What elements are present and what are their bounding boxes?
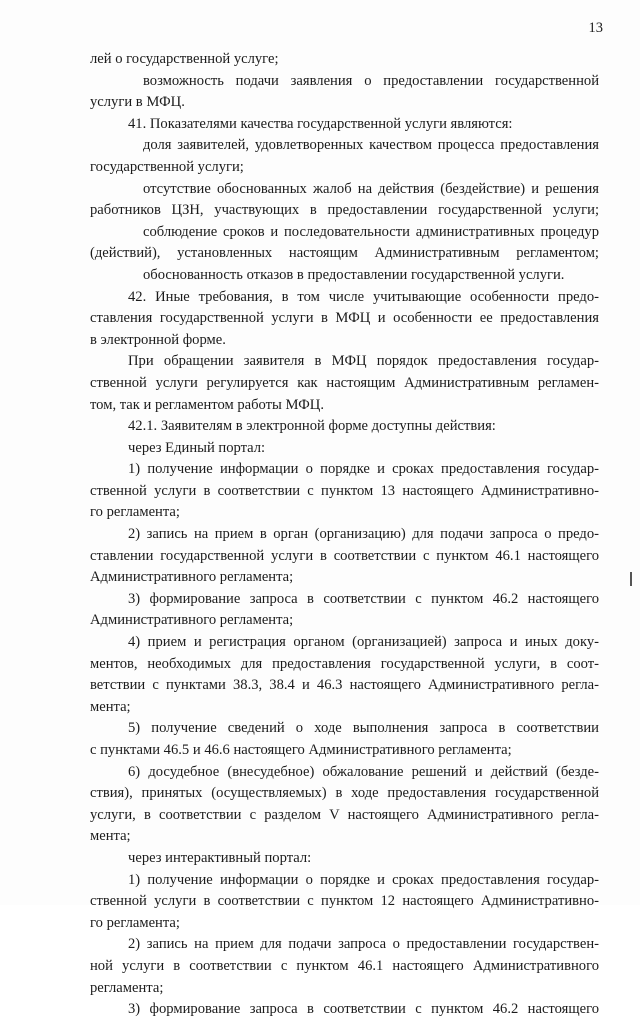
list-item: 2) запись на прием для подачи запроса о предоставлении государствен- [128, 936, 599, 953]
text-line: Административного регламента; [90, 612, 294, 629]
text-line: в электронной форме. [90, 331, 226, 348]
text-line: При обращении заявителя в МФЦ порядок предоставления государ- [128, 353, 599, 370]
text-line: лей о государственной услуге; [90, 51, 279, 67]
section-heading-41: 41. Показателями качества государственной услуги являются: [128, 115, 513, 132]
list-item: 4) прием и регистрация органом (организацией) запроса и иных доку- [128, 634, 599, 651]
list-item: 5) получение сведений о ходе выполнения запроса в соответствии [128, 720, 599, 737]
section-heading-42: 42. Иные требования, в том числе учитывающие особенности предо- [128, 288, 599, 305]
text-line: ставления государственной услуги в МФЦ и особенности ее предоставления [90, 310, 599, 327]
text-line: ствия), принятых (осуществляемых) в ходе предоставления государственной [90, 785, 599, 802]
text-line: го регламента; [90, 504, 180, 521]
list-item: 2) запись на прием в орган (организацию) для подачи запроса о предо- [128, 526, 599, 543]
list-item: 1) получение информации о порядке и сроках предоставления государ- [128, 461, 599, 478]
text-line: услуги в МФЦ. [90, 94, 185, 111]
text-line: работников ЦЗН, участвующих в предоставлении государственной услуги; [90, 202, 599, 219]
text-line: ственной услуги регулируется как настоящим Административным регламен- [90, 374, 599, 391]
list-item: 1) получение информации о порядке и сроках предоставления государ- [128, 871, 599, 888]
text-line: ственной услуги в соответствии с пунктом 12 настоящего Административно- [90, 893, 599, 910]
text-line: ментов, необходимых для предоставления государственной услуги, в соот- [90, 655, 599, 672]
text-line: го регламента; [90, 914, 180, 931]
document-body [90, 49, 599, 1021]
text-line: возможность подачи заявления о предоставлении государственной [143, 72, 599, 89]
text-line: государственной услуги; [90, 158, 244, 175]
text-line: мента; [90, 698, 131, 715]
list-item: 3) формирование запроса в соответствии с пунктом 46.2 настоящего [128, 1001, 599, 1018]
text-line: том, так и регламентом работы МФЦ. [90, 396, 324, 413]
text-line: ветствии с пунктами 38.3, 38.4 и 46.3 настоящего Административного регла- [90, 677, 599, 694]
text-line: услуги, в соответствии с разделом V настоящего Административного регла- [90, 806, 599, 823]
text-line: обоснованность отказов в предоставлении государственной услуги. [143, 266, 565, 283]
list-item: 6) досудебное (внесудебное) обжалование решений и действий (безде- [128, 763, 599, 780]
scan-edge-mark [630, 572, 632, 586]
text-line: соблюдение сроков и последовательности административных процедур [143, 223, 599, 240]
text-line: ственной услуги в соответствии с пунктом 13 настоящего Административно- [90, 482, 599, 499]
text-line: (действий), установленных настоящим Административным регламентом; [90, 245, 599, 262]
text-line: ной услуги в соответствии с пунктом 46.1 настоящего Административного [90, 957, 599, 974]
list-item: 3) формирование запроса в соответствии с пунктом 46.2 настоящего [128, 590, 599, 607]
text-line: регламента; [90, 979, 164, 996]
text-line: через интерактивный портал: [128, 849, 312, 866]
page-number: 13 [588, 20, 603, 36]
text-line: мента; [90, 828, 131, 845]
text-line: Административного регламента; [90, 569, 294, 586]
text-line: с пунктами 46.5 и 46.6 настоящего Административного регламента; [90, 742, 512, 758]
text-line: через Единый портал: [128, 439, 266, 456]
text-line: отсутствие обоснованных жалоб на действия (бездействие) и решения [143, 180, 599, 197]
text-line: доля заявителей, удовлетворенных качеством процесса предоставления [143, 137, 599, 154]
subsection-heading-42-1: 42.1. Заявителям в электронной форме доступны действия: [128, 418, 496, 435]
text-line: ставлении государственной услуги в соответствии с пунктом 46.1 настоящего [90, 547, 599, 564]
